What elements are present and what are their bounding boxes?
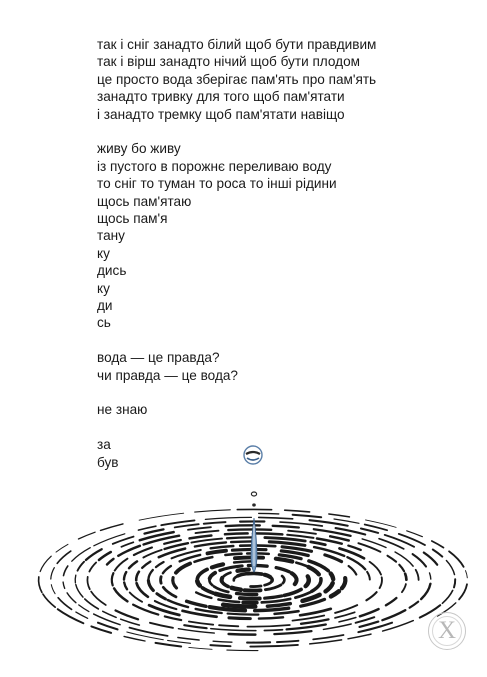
ripple-stroke [413,554,426,566]
ripple-stroke [267,604,290,607]
ripple-stroke [197,569,207,578]
ripple-stroke [223,583,228,587]
poem-line: не знаю [97,402,148,418]
ripple-stroke [222,578,223,582]
publisher-logo-ring [432,616,462,646]
ripple-stroke [178,638,199,641]
ripple-stroke [98,623,118,630]
ripple-stroke [234,561,251,562]
ripple-stroke [229,618,250,619]
ripple-stroke [148,581,153,591]
ripple-stroke [348,546,361,550]
ripple-stroke [421,584,430,599]
ripple-stroke [288,531,316,534]
ripple-stroke [301,619,329,623]
ripple-stroke [274,631,311,634]
ripple-stroke [227,650,258,651]
ripple-stroke [339,618,356,622]
poem-line: із пустого в порожнє переливаю воду [97,158,332,174]
ripple-stroke [216,594,231,597]
ripple-stroke [142,562,150,568]
ripple-stroke [253,533,282,534]
ripple-stroke [313,635,343,639]
ripple-stroke [287,625,326,630]
poem-line: щось пам'я [97,211,168,227]
ripple-stroke [115,559,128,571]
ripple-stroke [145,529,164,533]
ripple-stroke [76,585,83,598]
ripple-stroke [240,598,260,599]
ripple-stroke [211,546,234,548]
ripple-stroke [101,524,123,531]
publisher-logo-icon [428,612,466,650]
ripple-stroke [449,551,464,566]
ripple-stroke [232,549,266,550]
ripple-stroke [358,623,392,632]
ripple-stroke [308,567,319,575]
ripple-stroke [189,647,212,649]
ripple-stroke [213,641,232,642]
ripple-stroke [99,552,111,560]
poem-line: ку [97,280,110,296]
ripple-stroke [232,588,241,590]
ripple-stroke [64,566,68,576]
ripple-stroke [165,616,181,620]
ripple-stroke [175,524,199,527]
ripple-stroke [56,544,68,552]
ripple-stroke [210,573,215,579]
ripple-stroke [231,541,252,542]
ripple-stroke [382,610,405,620]
ripple-stroke [248,565,267,566]
poem-line: дись [97,263,127,279]
poem-text [97,36,457,488]
ripple-stroke [176,564,190,573]
ripple-stroke [43,594,55,607]
ripple-stroke [360,622,379,627]
ripple-stroke [237,594,257,595]
ripple-stroke [229,634,256,635]
water-ripple-illustration [0,430,487,677]
poem-line: тану [97,228,125,244]
poem-line: сь [97,315,111,331]
ripple-stroke [360,609,379,616]
ripple-stroke [121,619,140,625]
ripple-stroke [227,537,252,538]
ripple-stroke [235,557,263,558]
ripple-stroke [250,645,298,647]
ripple-stroke [430,573,431,579]
ripple-stroke [121,542,133,547]
ripple-stroke [190,536,212,539]
ripple-stroke [282,576,284,583]
ripple-stroke [204,522,226,524]
ripple-stroke [208,551,227,554]
ripple-stroke [459,584,467,599]
ripple-stroke [454,579,455,587]
ripple-stroke [442,590,452,603]
stanza-3 [97,349,457,384]
poem-line: то сніг то туман то роса то інші рідини [97,176,337,192]
ripple-stroke [385,535,414,547]
ripple-stroke [212,564,223,567]
ripple-stroke [284,589,301,595]
ripple-stroke [188,527,211,530]
ripple-stroke [265,582,272,585]
poem-line: був [97,454,119,470]
ripple-stroke [173,578,177,588]
ripple-stroke [383,621,414,632]
ripple-stroke [247,625,289,627]
ripple-stroke [251,586,261,587]
ripple-stroke [219,625,238,626]
ripple-stroke [138,526,156,530]
ripple-stroke [342,578,345,588]
ripple-stroke [265,575,271,577]
ripple-stroke [149,570,153,579]
ripple-stroke [238,570,249,571]
ripple-stroke [197,581,200,586]
ripple-stroke [240,545,275,546]
ripple-stroke [432,541,444,548]
ripple-stroke [211,629,256,631]
ripple-stroke [407,531,423,537]
ripple-stroke [287,535,313,538]
ripple-stroke [124,636,145,641]
ripple-stroke [255,608,289,610]
poem-line: ди [97,298,113,314]
ripple-stroke [300,609,331,616]
ripple-stroke [293,616,325,621]
ripple-stroke [323,624,351,629]
ripple-stroke [85,599,99,609]
ripple-stroke [129,561,137,568]
ripple-stroke [335,612,355,618]
ripple-stroke [223,605,255,607]
ripple-stroke [156,562,164,567]
ripple-stroke [184,625,206,628]
ripple-stroke [161,577,162,584]
ripple-stroke [130,628,168,636]
ripple-stroke [275,611,299,614]
ripple-stroke [311,542,326,545]
ripple-stroke [79,605,89,612]
ripple-stroke [405,574,406,580]
poem-line: це просто вода зберігає пам'ять про пам'ять [97,71,377,87]
poem-line: чи правда — це вода? [97,367,238,383]
ripple-stroke [163,587,176,597]
ripple-stroke [57,551,71,563]
ripple-stroke [195,557,213,562]
ripple-stroke [187,601,206,606]
ripple-stroke [296,563,306,566]
ripple-stroke [259,513,279,514]
ripple-stroke [78,562,85,571]
stanza-1 [97,36,457,123]
ripple-stroke [87,577,89,589]
ripple-stroke [312,585,319,591]
ripple-stroke [276,568,289,572]
ripple-stroke [325,555,342,562]
ripple-stroke [349,566,357,575]
ripple-stroke [112,573,114,585]
ripple-stroke [320,579,321,585]
ripple-stroke [331,591,339,596]
ripple-stroke [306,576,309,586]
ripple-stroke [51,585,55,594]
stanza-2 [97,140,457,331]
ripple-stroke [51,568,55,579]
ripple-stroke [163,566,171,573]
ripple-stroke [205,517,251,519]
ripple-stroke [196,531,219,533]
ripple-stroke [157,594,166,599]
ripple-stroke [285,510,310,512]
ripple-stroke [75,575,76,583]
ripple-stroke [295,579,297,584]
ripple-stroke [67,593,76,603]
ripple-stroke [264,630,282,631]
ripple-stroke [348,634,371,639]
poem-line: так і вірш занадто нічий щоб бути плодом [97,54,360,70]
ripple-stroke [238,574,246,576]
ripple-stroke [273,526,299,528]
ripple-stroke [103,611,117,617]
ripple-stroke [399,565,404,572]
ripple-stroke [150,623,173,628]
ripple-stroke [124,582,127,589]
ripple-stroke [168,640,191,643]
ripple-stroke [178,629,214,633]
poem-line: ку [97,245,110,261]
ripple-stroke [137,583,148,597]
ripple-stroke [114,588,127,601]
ripple-stroke [259,617,283,618]
stanza-4 [97,401,457,418]
ripple-stroke [446,561,454,575]
ripple-stroke [94,534,125,546]
ripple-stroke [210,645,230,646]
ripple-stroke [224,573,231,577]
ripple-stroke [195,510,231,512]
ripple-stroke [330,536,349,540]
ripple-stroke [276,559,292,562]
poem-line: так і сніг занадто білий щоб бути правдивим [97,37,377,52]
ripple-stroke [228,529,271,530]
ripple-stroke [331,574,334,580]
ripple-stroke [277,641,298,642]
ripple-stroke [380,577,382,588]
poem-line: щось пам'ятаю [97,193,192,209]
ripple-stroke [424,553,437,565]
ripple-stroke [466,571,468,578]
ripple-stroke [310,640,342,644]
ripple-stroke [410,602,419,608]
ripple-stroke [116,611,138,620]
ripple-stroke [433,550,443,557]
ripple-stroke [219,600,240,603]
poem-line: за [97,437,111,453]
ripple-stroke [58,609,84,623]
ripple-stroke [259,517,293,518]
ripple-stroke [78,532,95,539]
ripple-stroke [293,515,322,518]
ripple-stroke [136,572,139,581]
ripple-stroke [164,540,181,544]
ripple-stroke [367,572,370,580]
poem-line: і занадто тремку щоб пам'ятати навіщо [97,106,345,122]
ripple-stroke [58,598,72,610]
ripple-stroke [156,643,182,647]
ripple-stroke [40,556,51,571]
ripple-stroke [248,573,262,574]
ripple-stroke [370,562,381,575]
ripple-stroke [326,583,333,591]
ripple-stroke [395,552,413,566]
ripple-stroke [91,592,106,606]
ripple-stroke [124,572,126,580]
ripple-stroke [265,596,282,598]
ripple-stroke [39,577,42,592]
ripple-stroke [76,612,88,618]
ripple-stroke [334,519,359,523]
ripple-stroke [388,556,397,562]
ripple-stroke [366,592,376,600]
ripple-stroke [416,570,419,580]
poem-line: вода — це правда? [97,350,220,366]
ripple-stroke [189,622,213,625]
ripple-stroke [361,529,378,533]
ripple-stroke [402,584,406,592]
ripple-stroke [234,577,237,581]
ripple-stroke [296,593,310,598]
ripple-stroke [329,514,350,517]
ripple-stroke [225,554,241,555]
poem-line: живу бо живу [97,141,181,157]
publisher-logo-letter: Х [437,617,457,644]
ripple-stroke [386,598,397,605]
ripple-stroke [130,593,142,602]
ripple-stroke [107,559,114,565]
ripple-stroke [228,614,259,615]
ripple-stroke [225,533,248,534]
ripple-stroke [89,563,96,572]
ripple-stroke [356,617,375,623]
poem-line: занадто тривку для того щоб пам'ятати [97,89,345,105]
ripple-stroke [203,588,214,593]
ripple-stroke [139,513,184,520]
ripple-stroke [63,582,65,588]
ripple-stroke [292,573,296,578]
